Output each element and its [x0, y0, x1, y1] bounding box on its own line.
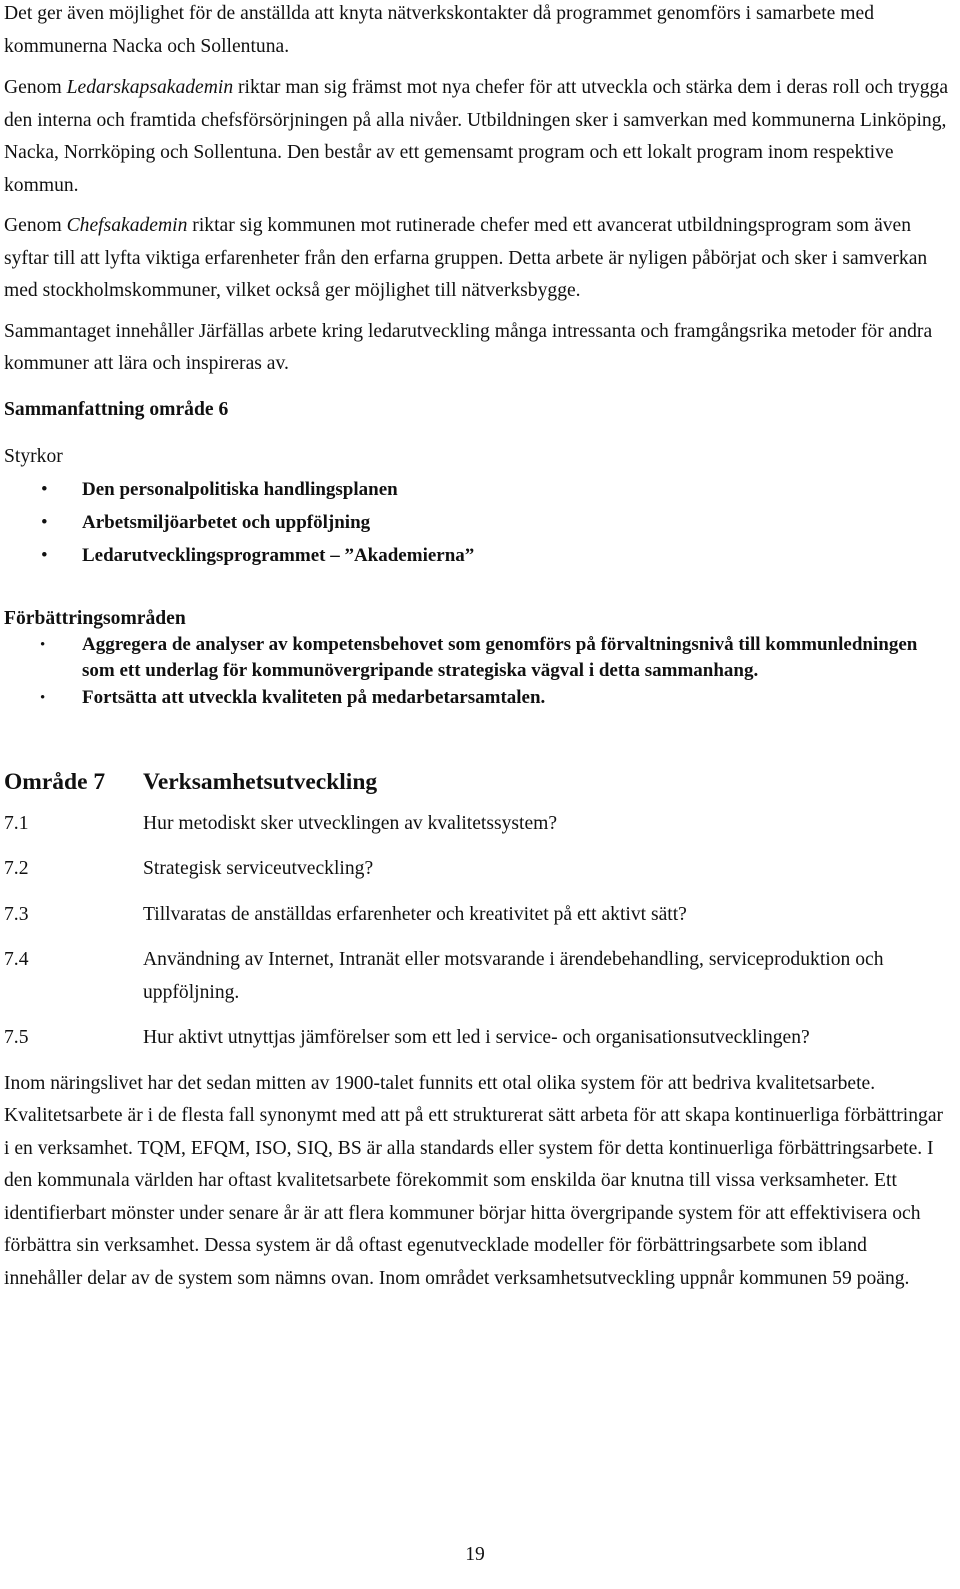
bullet-icon: • — [41, 478, 48, 500]
question-number: 7.2 — [4, 858, 29, 880]
chef-pre: Genom — [4, 215, 67, 236]
area-number: Område 7 — [4, 768, 106, 795]
strengths-list — [4, 473, 949, 573]
ledarskapsakademin-paragraph — [4, 72, 949, 202]
improvement-text: Aggregera de analyser av kompetensbehovet som genomförs på förvaltningsnivå till kommunledningen som ett underlag för kommunövergripande strategiska vägval i detta sammanhang. — [82, 634, 918, 681]
quality-paragraph: Inom näringslivet har det sedan mitten av 1900-talet funnits ett otal olika system för att bedriva kvalitetsarbete. Kvalitetsarbete är i de flesta fall synonymt med att på ett strukturerat sätt arbeta för att skapa kontinuerliga förbättringar i en verksamhet. TQM, EFQM, ISO, SIQ, BS är alla standards eller system för detta kontinuerliga förbättringsarbete. I den kommunala världen har oftast kvalitetsarbete förekommit som enskilda öar knutna till vissa verksamheter. Ett identifierbart mönster under senare år är att flera kommuner börjar hitta övergripande system för att effektivisera och förbättra sin verksamhet. Dessa system är då oftast egenutvecklade modeller för förbättringsarbete som ibland innehåller delar av de system som nämns ovan. Inom området verksamhetsutveckling uppnår kommunen 59 poäng. — [4, 1072, 944, 1289]
bullet-icon: • — [40, 637, 46, 654]
ledar-italic: Ledarskapsakademin — [66, 77, 234, 98]
question-number: 7.4 — [4, 949, 29, 971]
page-number: 19 — [465, 1544, 485, 1565]
chef-post: riktar sig kommunen mot rutinerade chefer med ett avancerat utbildningsprogram som även syftar till att lyfta viktiga erfarenheter från den erfarna gruppen. Detta arbete är nyligen påbörjat och sker i samverkan med stockholmskommuner, vilket också ger möjlighet till nätverksbygge. — [4, 215, 928, 301]
intro-paragraph: Det ger även möjlighet för de anställda att knyta nätverkskontakter då programmet genomförs i samarbete med kommunerna Nacka och Sollentuna. — [4, 3, 874, 57]
list-item — [4, 506, 949, 539]
question-row — [4, 1022, 949, 1055]
question-row — [4, 944, 949, 1009]
question-text: Användning av Internet, Intranät eller motsvarande i ärendebehandling, serviceproduktion och uppföljning. — [143, 949, 884, 1003]
strength-text: Ledarutvecklingsprogrammet – ”Akademierna” — [82, 545, 475, 567]
question-text: Hur metodiskt sker utvecklingen av kvalitetssystem? — [143, 812, 558, 834]
question-text: Strategisk serviceutveckling? — [143, 858, 374, 880]
chefsakademin-paragraph — [4, 210, 949, 308]
question-number: 7.5 — [4, 1027, 29, 1049]
strength-text: Arbetsmiljöarbetet och uppföljning — [82, 511, 371, 533]
question-text: Hur aktivt utnyttjas jämförelser som ett led i service- och organisationsutvecklingen? — [143, 1027, 810, 1049]
improvements-heading: Förbättringsområden — [4, 608, 186, 630]
strength-text: Den personalpolitiska handlingsplanen — [82, 478, 398, 500]
questions-list — [4, 808, 949, 1055]
summary-paragraph: Sammantaget innehåller Järfällas arbete kring ledarutveckling många intressanta och framgångsrika metoder för andra kommuner att lära och inspireras av. — [4, 320, 933, 374]
improvement-text: Fortsätta att utveckla kvaliteten på medarbetarsamtalen. — [82, 687, 546, 709]
ledar-post: riktar man sig främst mot nya chefer för att utveckla och stärka dem i deras roll och trygga den interna och framtida chefsförsörjningen på alla nivåer. Utbildningen sker i samverkan med kommunerna Linköping, Nacka, Norrköping och Sollentuna. Den består av ett gemensamt program och ett lokalt program inom respektive kommun. — [4, 77, 949, 196]
area-heading — [4, 766, 949, 798]
ledar-pre: Genom — [4, 77, 67, 98]
strengths-heading: Styrkor — [4, 445, 63, 467]
question-row — [4, 899, 949, 932]
question-number: 7.1 — [4, 812, 29, 834]
document-page — [4, 0, 949, 1295]
list-item — [4, 632, 949, 683]
question-row — [4, 853, 949, 886]
question-row — [4, 808, 949, 841]
question-text: Tillvaratas de anställdas erfarenheter och kreativitet på ett aktivt sätt? — [143, 903, 687, 925]
question-number: 7.3 — [4, 903, 29, 925]
summary-heading: Sammanfattning område 6 — [4, 398, 229, 420]
list-item — [4, 685, 949, 711]
bullet-icon: • — [41, 511, 48, 533]
improvements-list — [4, 632, 949, 711]
list-item — [4, 539, 949, 572]
bullet-icon: • — [40, 690, 46, 707]
area-title: Verksamhetsutveckling — [143, 768, 378, 795]
list-item — [4, 473, 949, 506]
chef-italic: Chefsakademin — [66, 215, 188, 236]
bullet-icon: • — [41, 545, 48, 567]
